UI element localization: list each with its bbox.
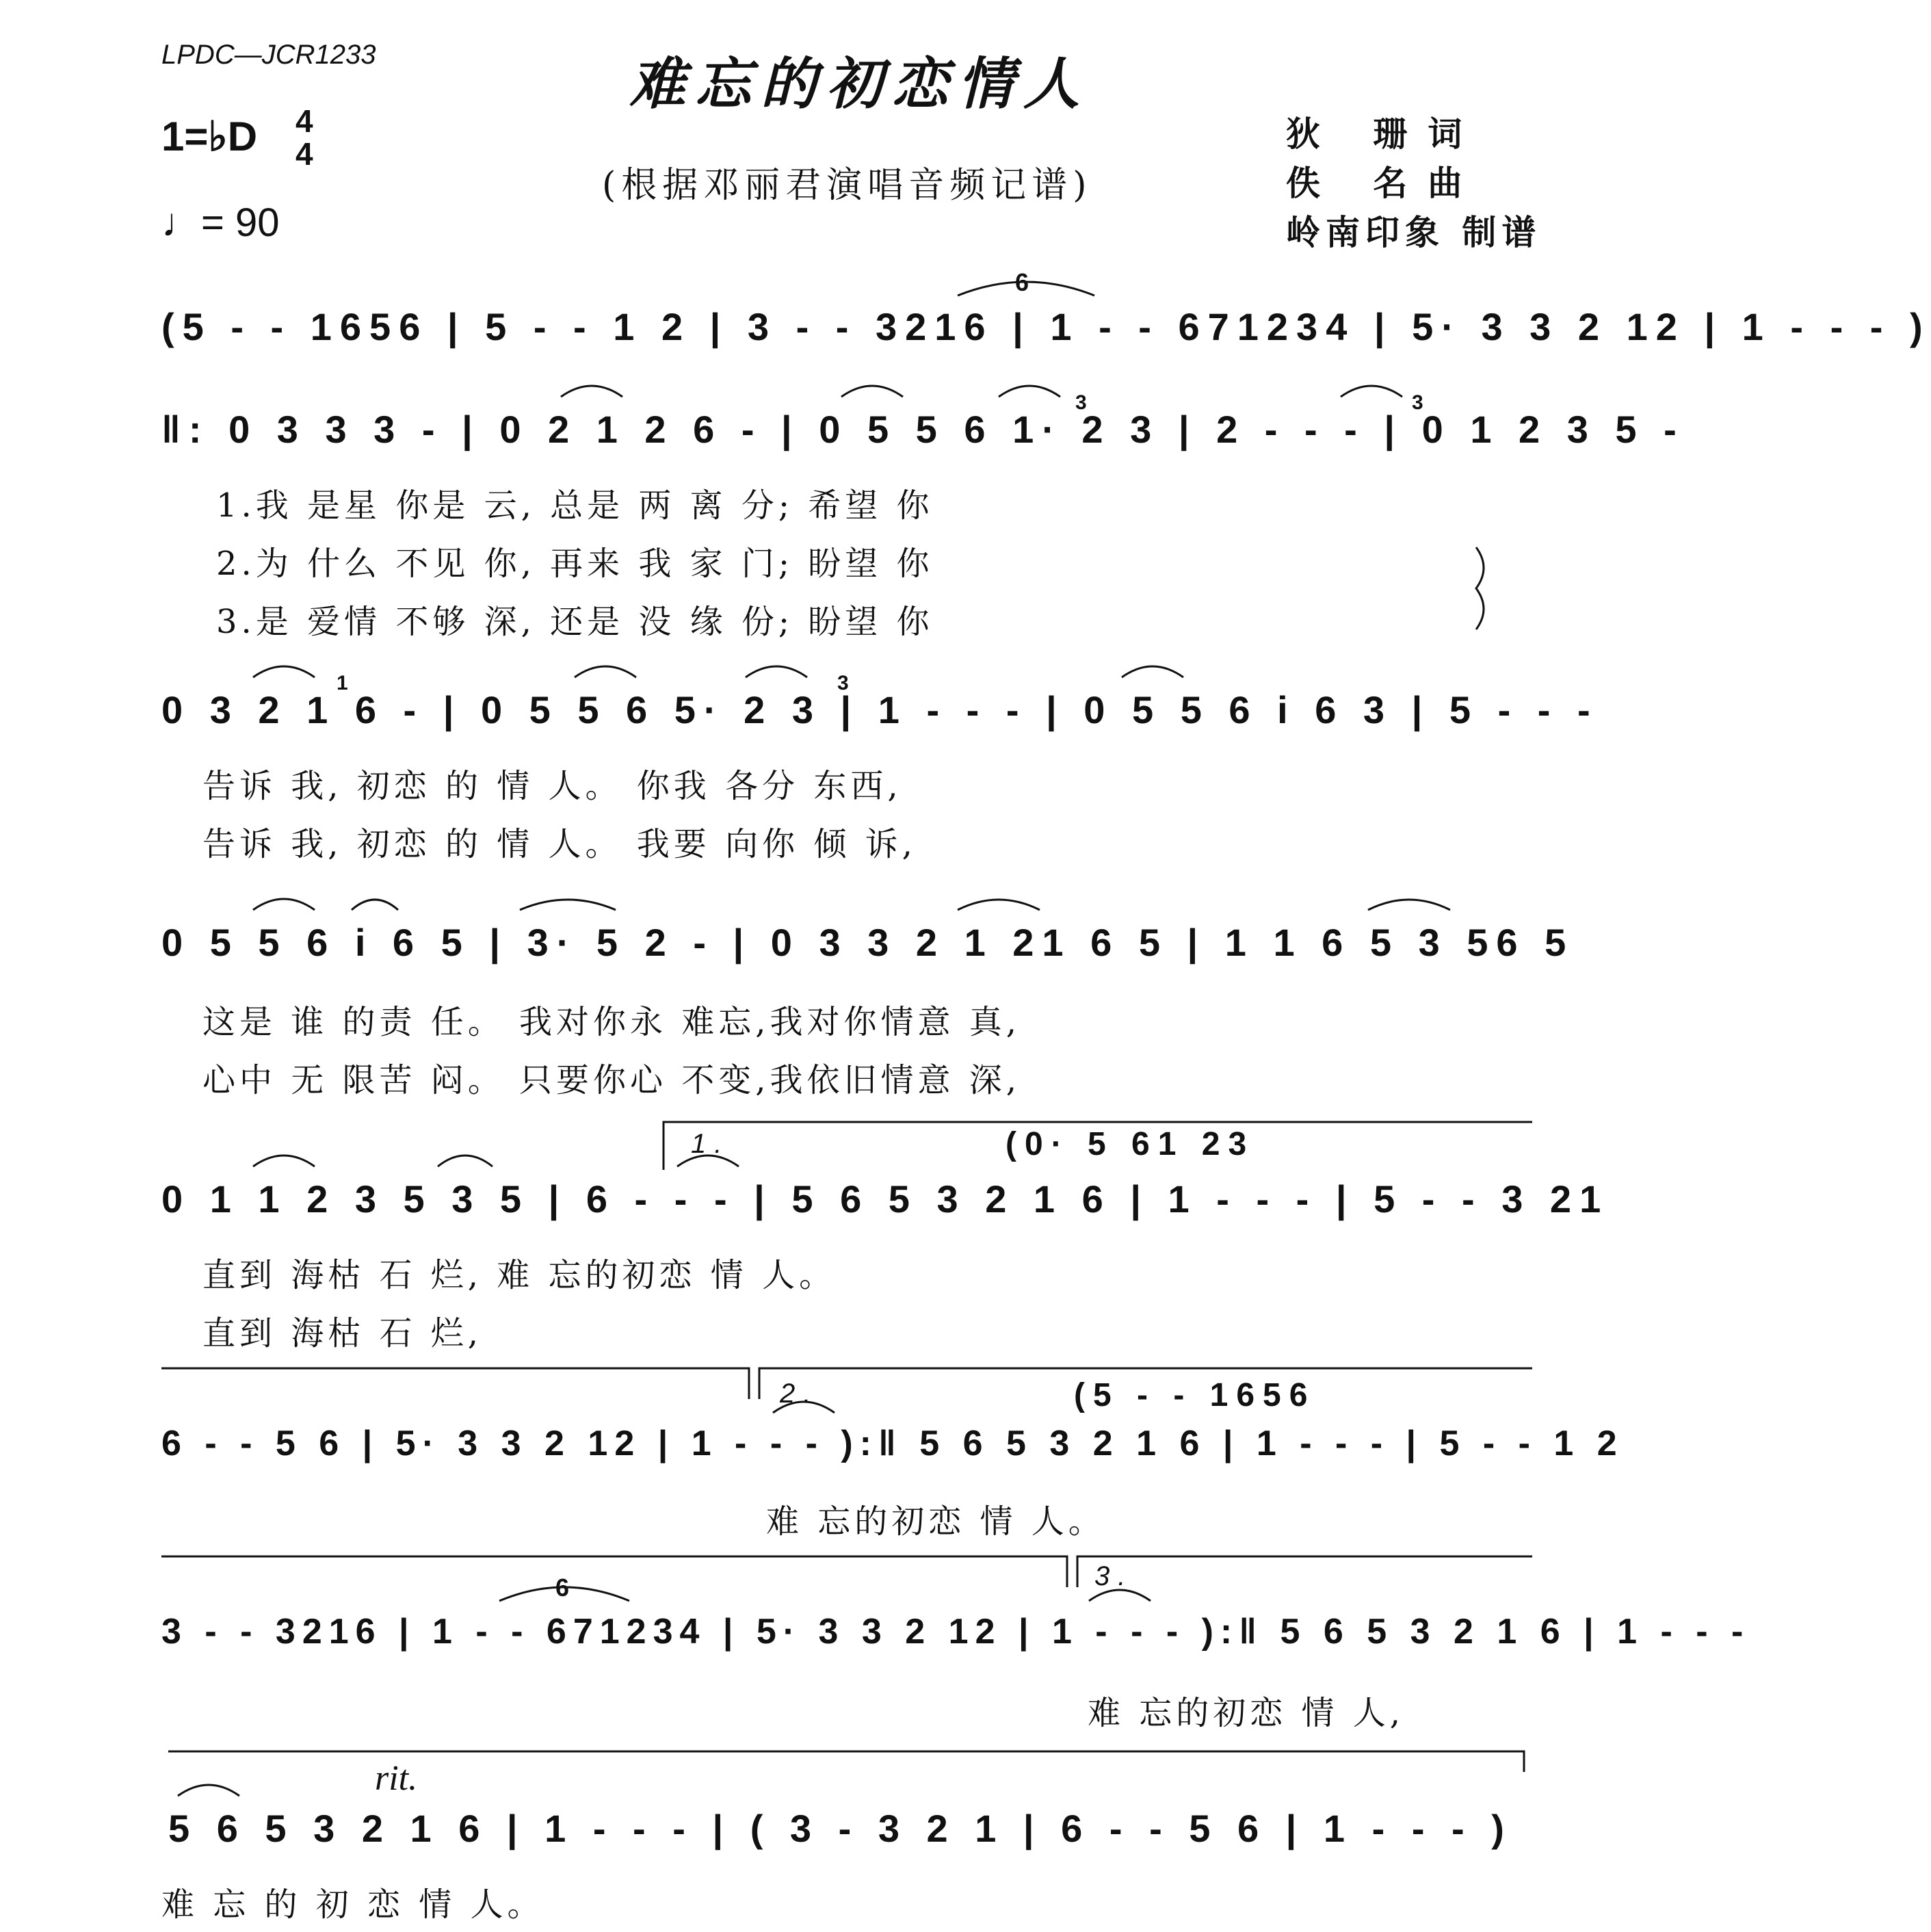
staff-3: 0 3 2 1 6 - | 0 5 5 6 5· 2 3 | 1 - - - | 0 5 5 6 i 6 3 | 5 - - - <box>161 688 1599 731</box>
composer-credit: 佚 名曲 <box>1286 163 1483 203</box>
slur <box>1368 900 1450 910</box>
lyric-brace <box>1476 547 1484 629</box>
tempo-marking: ♩= 90 <box>161 200 280 245</box>
grace-note: 3 <box>1075 391 1095 414</box>
song-title: 难忘的初恋情人 <box>629 51 1089 117</box>
slur <box>746 666 807 677</box>
slur <box>999 386 1060 397</box>
lyric-verse-1: 1.我 是星 你是 云, 总是 两 离 分; 希望 你 <box>216 486 934 525</box>
tuplet-slur <box>958 282 1094 296</box>
staff-7: 3 - - 3216 | 1 - - 671234 | 5· 3 3 2 12 | 1 - - - ):‖ 5 6 5 3 2 1 6 | 1 - - - <box>161 1612 1750 1652</box>
slur <box>253 1156 315 1166</box>
arranger-credit: 岭南印象 制谱 <box>1286 212 1542 252</box>
grace-note: 1 <box>337 672 356 694</box>
lyric-verse-3: 3.是 爱情 不够 深, 还是 没 缘 份; 盼望 你 <box>216 603 934 641</box>
staff-8: 5 6 5 3 2 1 6 | 1 - - - | ( 3 - 3 2 1 | 6 - - 5 6 | 1 - - - ) <box>168 1807 1512 1850</box>
ending-bracket <box>168 1751 1524 1772</box>
volta-3-bracket <box>1077 1556 1532 1587</box>
staff-2: ‖: 0 3 3 3 - | 0 2 1 2 6 - | 0 5 5 6 1· 2 3 | 2 - - - | 0 1 2 3 5 - <box>161 408 1685 451</box>
score-code: LPDC—JCR1233 <box>161 40 376 70</box>
slur <box>352 900 398 910</box>
slur <box>841 386 903 397</box>
slur <box>677 1156 739 1166</box>
lyric-line: 这是 谁 的责 任。 我对你永 难忘,我对你情意 真, <box>202 1003 1021 1041</box>
interlude-notes: (5 - - 1656 <box>1074 1377 1316 1413</box>
time-signature-denominator: 4 <box>295 136 313 172</box>
slur <box>438 1156 492 1166</box>
volta-2-label: 2. <box>780 1379 819 1409</box>
tuplet-slur <box>499 1587 629 1601</box>
key-signature: 1=♭D <box>161 114 258 159</box>
slur <box>520 900 616 910</box>
slur <box>1122 666 1183 677</box>
slur <box>178 1785 239 1796</box>
time-signature-numerator: 4 <box>295 103 313 139</box>
lyric-line: 告诉 我, 初恋 的 情 人。 我要 向你 倾 诉, <box>202 825 917 863</box>
volta-3-label: 3. <box>1094 1561 1134 1591</box>
slur <box>958 900 1040 910</box>
volta-2-bracket <box>161 1368 749 1399</box>
ritardando-marking: rit. <box>375 1759 418 1798</box>
staff-6: 6 - - 5 6 | 5· 3 3 2 12 | 1 - - - ):‖ 5 6 5 3 2 1 6 | 1 - - - | 5 - - 1 2 <box>161 1424 1624 1463</box>
slur <box>575 666 636 677</box>
lyric-line: 难 忘的初恋 情 人。 <box>766 1502 1105 1541</box>
lyric-line: 直到 海枯 石 烂, <box>202 1314 483 1353</box>
tuplet-marker: 6 <box>555 1574 578 1602</box>
lyric-line: 难 忘的初恋 情 人, <box>1088 1694 1405 1732</box>
lyricist-credit: 狄 珊词 <box>1286 114 1483 154</box>
interlude-notes: (0· 5 61 23 <box>1006 1126 1255 1162</box>
volta-1-label: 1. <box>691 1129 731 1159</box>
slur <box>1089 1590 1151 1601</box>
lyric-line: 告诉 我, 初恋 的 情 人。 你我 各分 东西, <box>202 767 902 805</box>
subtitle: (根据邓丽君演唱音频记谱) <box>602 165 1092 206</box>
tuplet-marker: 6 <box>1015 268 1038 296</box>
slur <box>253 899 315 910</box>
volta-3-bracket <box>161 1556 1067 1587</box>
slur <box>253 666 315 677</box>
lyric-line: 直到 海枯 石 烂, 难 忘的初恋 情 人。 <box>202 1256 837 1294</box>
grace-note: 3 <box>1412 391 1432 414</box>
staff-4: 0 5 5 6 i 6 5 | 3· 5 2 - | 0 3 3 2 1 21 6 5 | 1 1 6 5 3 56 5 <box>161 921 1575 964</box>
grace-note: 3 <box>837 672 857 694</box>
lyric-line: 难 忘 的 初 恋 情 人。 <box>161 1885 544 1924</box>
volta-2-bracket <box>759 1368 1532 1399</box>
slur <box>561 386 622 397</box>
staff-5: 0 1 1 2 3 5 3 5 | 6 - - - | 5 6 5 3 2 1 6 | 1 - - - | 5 - - 3 21 <box>161 1177 1610 1220</box>
slur <box>773 1402 835 1413</box>
slur <box>1341 386 1402 397</box>
volta-1-bracket <box>664 1122 1532 1170</box>
staff-1: (5 - - 1656 | 5 - - 1 2 | 3 - - 3216 | 1 - - 671234 | 5· 3 3 2 12 | 1 - - - ) <box>161 305 1931 348</box>
lyric-verse-2: 2.为 什么 不见 你, 再来 我 家 门; 盼望 你 <box>216 545 934 583</box>
lyric-line: 心中 无 限苦 闷。 只要你心 不变,我依旧情意 深, <box>202 1061 1021 1099</box>
